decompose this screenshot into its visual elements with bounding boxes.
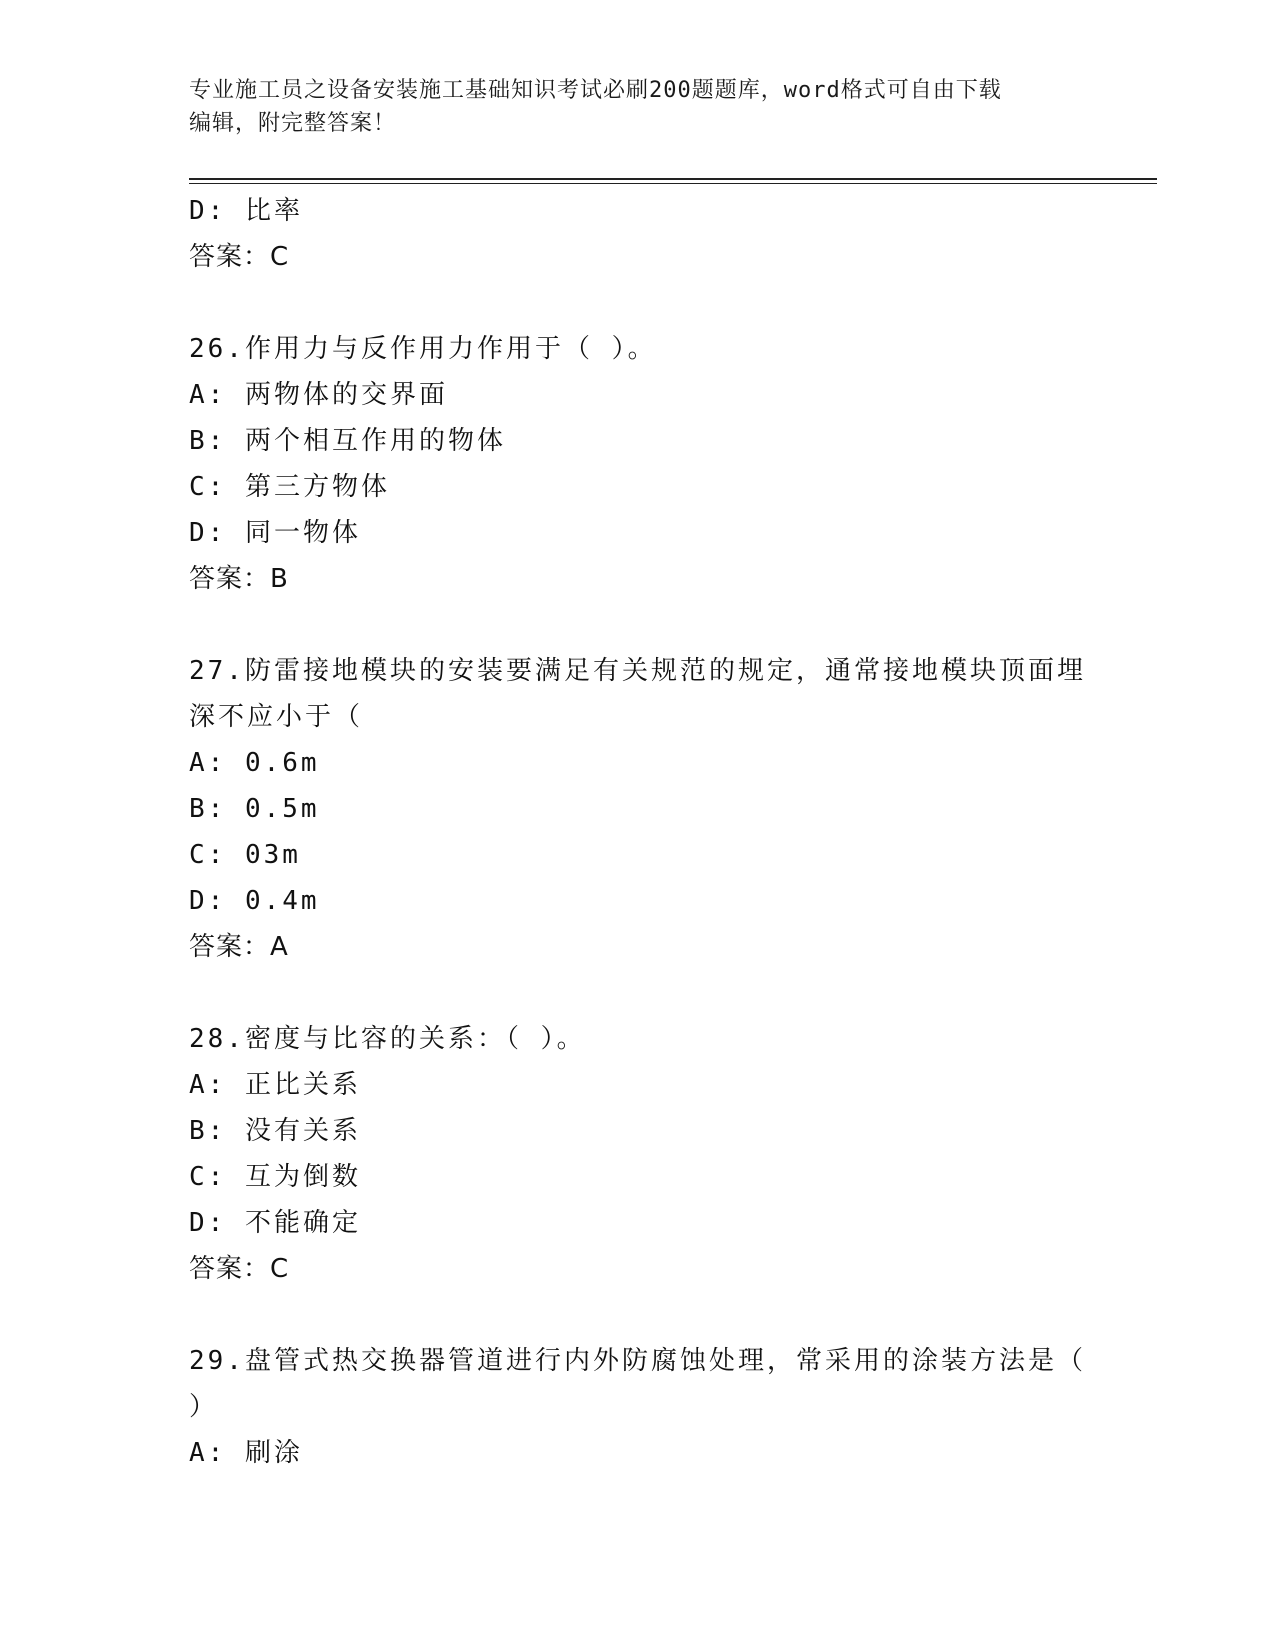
option-a: A: 刷涂 <box>189 1438 303 1468</box>
option-b: B: 两个相互作用的物体 <box>189 426 506 456</box>
option-d: D: 0.4m <box>189 886 320 916</box>
document-header <box>189 74 1089 140</box>
option-c: C: 03m <box>189 840 301 870</box>
option-a: A: 两物体的交界面 <box>189 380 448 410</box>
spacer <box>189 1292 1089 1338</box>
option-d: D: 不能确定 <box>189 1208 361 1238</box>
question-27 <box>189 648 1089 970</box>
header-divider-thin <box>189 183 1157 184</box>
answer-line: 答案：C <box>189 242 290 272</box>
question-26 <box>189 326 1089 602</box>
question-stem-line-1: 29.盘管式热交换器管道进行内外防腐蚀处理，常采用的涂装方法是（ <box>189 1346 1086 1376</box>
question-25-fragment <box>189 188 1089 280</box>
option-d: D: 同一物体 <box>189 518 361 548</box>
question-stem-line-2: 深不应小于（ <box>189 702 364 732</box>
option-c: C: 第三方物体 <box>189 472 390 502</box>
spacer <box>189 280 1089 326</box>
question-29 <box>189 1338 1089 1476</box>
header-line-2: 编辑，附完整答案！ <box>189 111 397 136</box>
option-a: A: 0.6m <box>189 748 320 778</box>
option-b: B: 没有关系 <box>189 1116 361 1146</box>
question-stem-line-2: ） <box>189 1392 219 1422</box>
answer-line: 答案：C <box>189 1254 290 1284</box>
option-b: B: 0.5m <box>189 794 320 824</box>
header-divider-thick <box>189 178 1157 180</box>
option-a: A: 正比关系 <box>189 1070 361 1100</box>
answer-line: 答案：A <box>189 932 289 962</box>
answer-line: 答案：B <box>189 564 289 594</box>
option-d: D: 比率 <box>189 196 303 226</box>
question-list <box>189 188 1089 1476</box>
spacer <box>189 970 1089 1016</box>
spacer <box>189 602 1089 648</box>
question-stem: 28.密度与比容的关系：（ ）。 <box>189 1024 586 1054</box>
question-stem: 26.作用力与反作用力作用于（ ）。 <box>189 334 657 364</box>
option-c: C: 互为倒数 <box>189 1162 361 1192</box>
question-28 <box>189 1016 1089 1292</box>
header-line-1: 专业施工员之设备安装施工基础知识考试必刷200题题库，word格式可自由下载 <box>189 78 1002 103</box>
question-stem-line-1: 27.防雷接地模块的安装要满足有关规范的规定，通常接地模块顶面埋 <box>189 656 1086 686</box>
